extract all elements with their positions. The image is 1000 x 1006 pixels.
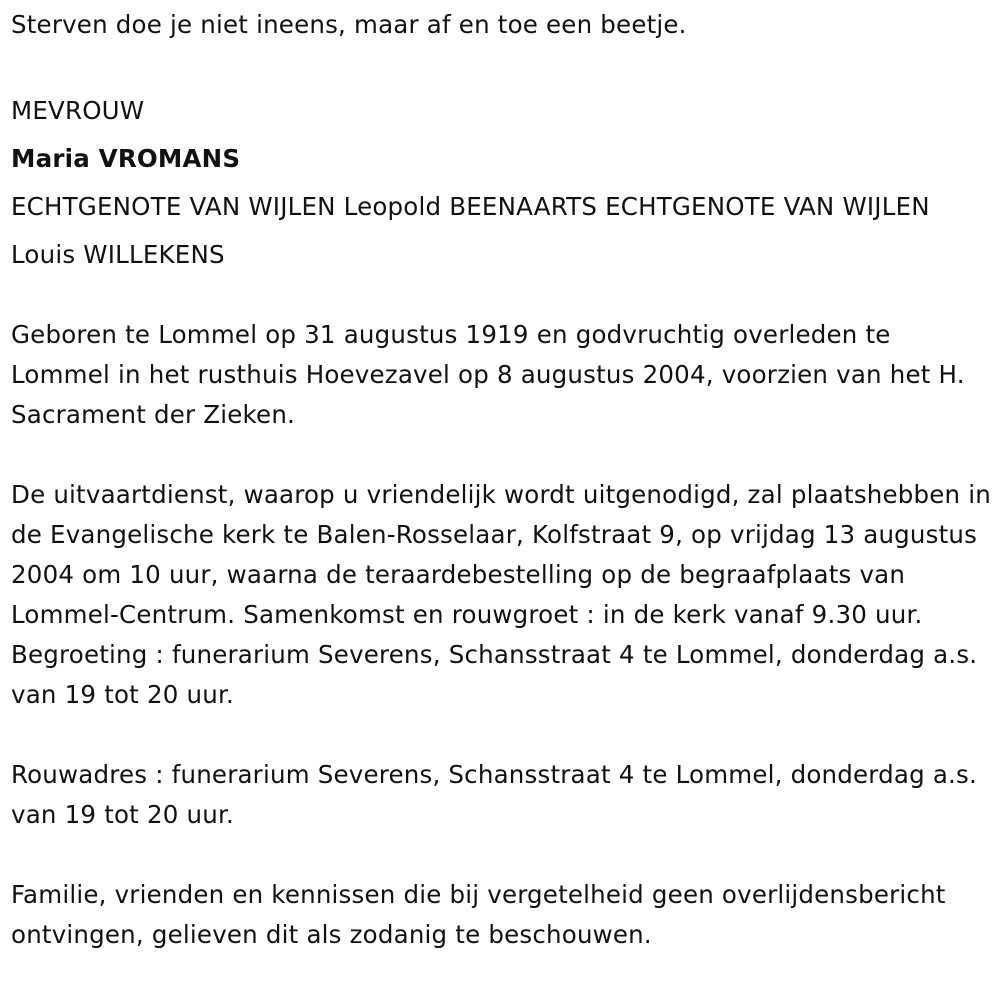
- spouse-line: ECHTGENOTE VAN WIJLEN Leopold BEENAARTS ECHTGENOTE VAN WIJLEN: [11, 192, 930, 221]
- spouse-line-2: Louis WILLEKENS: [11, 240, 225, 269]
- funeral-paragraph: De uitvaartdienst, waarop u vriendelijk wordt uitgenodigd, zal plaatshebben in de Evangelische kerk te Balen-Rosselaar, Kolfstraat 9, op vrijdag 13 augustus 2004 om 10 uur, waarna de teraardebestelling op de begraafplaats van Lommel-Centrum. Samenkomst en rouwgroet : in de kerk vanaf 9.30 uur. Begroeting : funerarium Severens, Schansstraat 4 te Lommel, donderdag a.s. van 19 tot 20 uur.: [11, 480, 992, 709]
- mourning-address-paragraph: Rouwadres : funerarium Severens, Schansstraat 4 te Lommel, donderdag a.s. van 19 tot 20 uur.: [11, 760, 977, 829]
- honorific-title: MEVROUW: [11, 96, 145, 125]
- obituary-notice: [11, 0, 991, 955]
- deceased-name: Maria VROMANS: [11, 144, 241, 173]
- motto-line: Sterven doe je niet ineens, maar af en toe een beetje.: [11, 10, 687, 39]
- birth-death-paragraph: Geboren te Lommel op 31 augustus 1919 en godvruchtig overleden te Lommel in het rusthuis Hoevezavel op 8 augustus 2004, voorzien van het H. Sacrament der Zieken.: [11, 320, 965, 429]
- closing-paragraph: Familie, vrienden en kennissen die bij vergetelheid geen overlijdensbericht ontvingen, gelieven dit als zodanig te beschouwen.: [11, 880, 946, 949]
